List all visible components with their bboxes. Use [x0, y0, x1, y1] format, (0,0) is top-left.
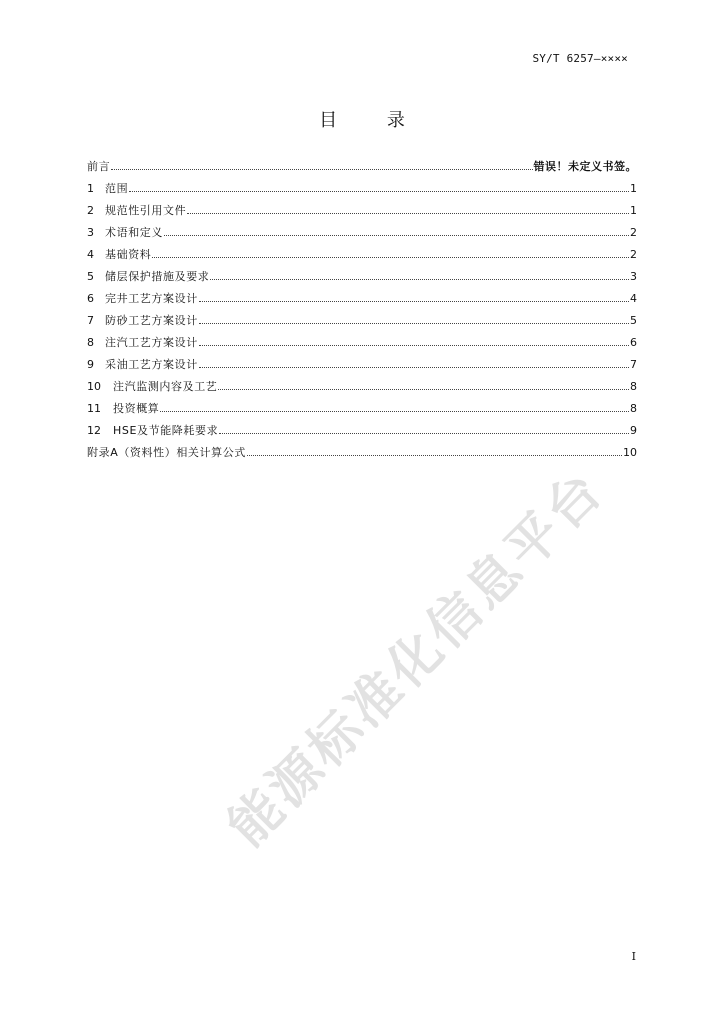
toc-entry-page: 7 [630, 358, 637, 371]
toc-entry-number: 8 [87, 336, 94, 349]
toc-entry-number: 12 [87, 424, 101, 437]
toc-entry-page: 5 [630, 314, 637, 327]
toc-entry-number: 3 [87, 226, 94, 239]
toc-entry-label: 术语和定义 [105, 226, 163, 239]
toc-entry-page: 10 [623, 446, 637, 459]
toc-entry[interactable] [87, 246, 637, 268]
toc-dot-leader [199, 367, 629, 368]
toc-entry-page: 8 [630, 380, 637, 393]
toc-entry[interactable] [87, 224, 637, 246]
toc-dot-leader [111, 169, 532, 170]
toc-entry[interactable] [87, 268, 637, 290]
toc-entry-number: 11 [87, 402, 101, 415]
toc-dot-leader [219, 433, 629, 434]
page-title: 目 录 [319, 110, 427, 131]
table-of-contents [87, 158, 637, 466]
toc-entry-label: 范围 [105, 182, 129, 195]
toc-entry-page: 1 [630, 182, 637, 195]
toc-entry-number: 4 [87, 248, 94, 261]
toc-entry-label: HSE及节能降耗要求 [113, 424, 219, 437]
toc-entry[interactable] [87, 400, 637, 422]
page-number: I [631, 950, 636, 963]
standard-code: SY/T 6257—×××× [532, 52, 628, 65]
toc-entry[interactable] [87, 158, 637, 180]
toc-entry[interactable] [87, 378, 637, 400]
toc-entry-page: 3 [630, 270, 637, 283]
toc-entry-label: 附录A（资料性）相关计算公式 [87, 446, 246, 459]
toc-entry[interactable] [87, 290, 637, 312]
toc-entry[interactable] [87, 202, 637, 224]
toc-dot-leader [160, 411, 629, 412]
toc-entry-label: 完井工艺方案设计 [105, 292, 198, 305]
toc-error-message: 错误！未定义书签。 [533, 160, 637, 173]
toc-dot-leader [247, 455, 622, 456]
toc-entry-page: 1 [630, 204, 637, 217]
toc-entry-label: 防砂工艺方案设计 [105, 314, 198, 327]
toc-entry-label: 储层保护措施及要求 [105, 270, 210, 283]
toc-entry-number: 9 [87, 358, 94, 371]
toc-dot-leader [210, 279, 629, 280]
toc-entry[interactable] [87, 312, 637, 334]
toc-entry-label: 基础资料 [105, 248, 152, 261]
toc-entry-number: 10 [87, 380, 101, 393]
toc-dot-leader [152, 257, 629, 258]
toc-entry-page: 4 [630, 292, 637, 305]
toc-dot-leader [218, 389, 629, 390]
toc-entry-number: 5 [87, 270, 94, 283]
toc-entry-page: 8 [630, 402, 637, 415]
toc-entry-number: 7 [87, 314, 94, 327]
toc-entry-label: 采油工艺方案设计 [105, 358, 198, 371]
toc-entry-label: 前言 [87, 160, 111, 173]
toc-entry-number: 2 [87, 204, 94, 217]
toc-dot-leader [187, 213, 629, 214]
toc-entry-page: 2 [630, 226, 637, 239]
toc-dot-leader [199, 323, 629, 324]
watermark: 能源标准化信息平台 [217, 459, 616, 859]
toc-entry[interactable] [87, 334, 637, 356]
toc-entry-page: 9 [630, 424, 637, 437]
toc-entry-label: 注汽工艺方案设计 [105, 336, 198, 349]
toc-dot-leader [129, 191, 629, 192]
toc-entry-number: 6 [87, 292, 94, 305]
toc-entry[interactable] [87, 422, 637, 444]
toc-entry[interactable] [87, 444, 637, 466]
toc-entry-page: 6 [630, 336, 637, 349]
toc-dot-leader [199, 345, 629, 346]
toc-dot-leader [164, 235, 629, 236]
toc-entry-label: 投资概算 [113, 402, 160, 415]
toc-entry-label: 规范性引用文件 [105, 204, 187, 217]
toc-entry-page: 2 [630, 248, 637, 261]
toc-dot-leader [199, 301, 629, 302]
toc-entry[interactable] [87, 180, 637, 202]
toc-entry[interactable] [87, 356, 637, 378]
toc-entry-number: 1 [87, 182, 94, 195]
toc-entry-label: 注汽监测内容及工艺 [113, 380, 218, 393]
